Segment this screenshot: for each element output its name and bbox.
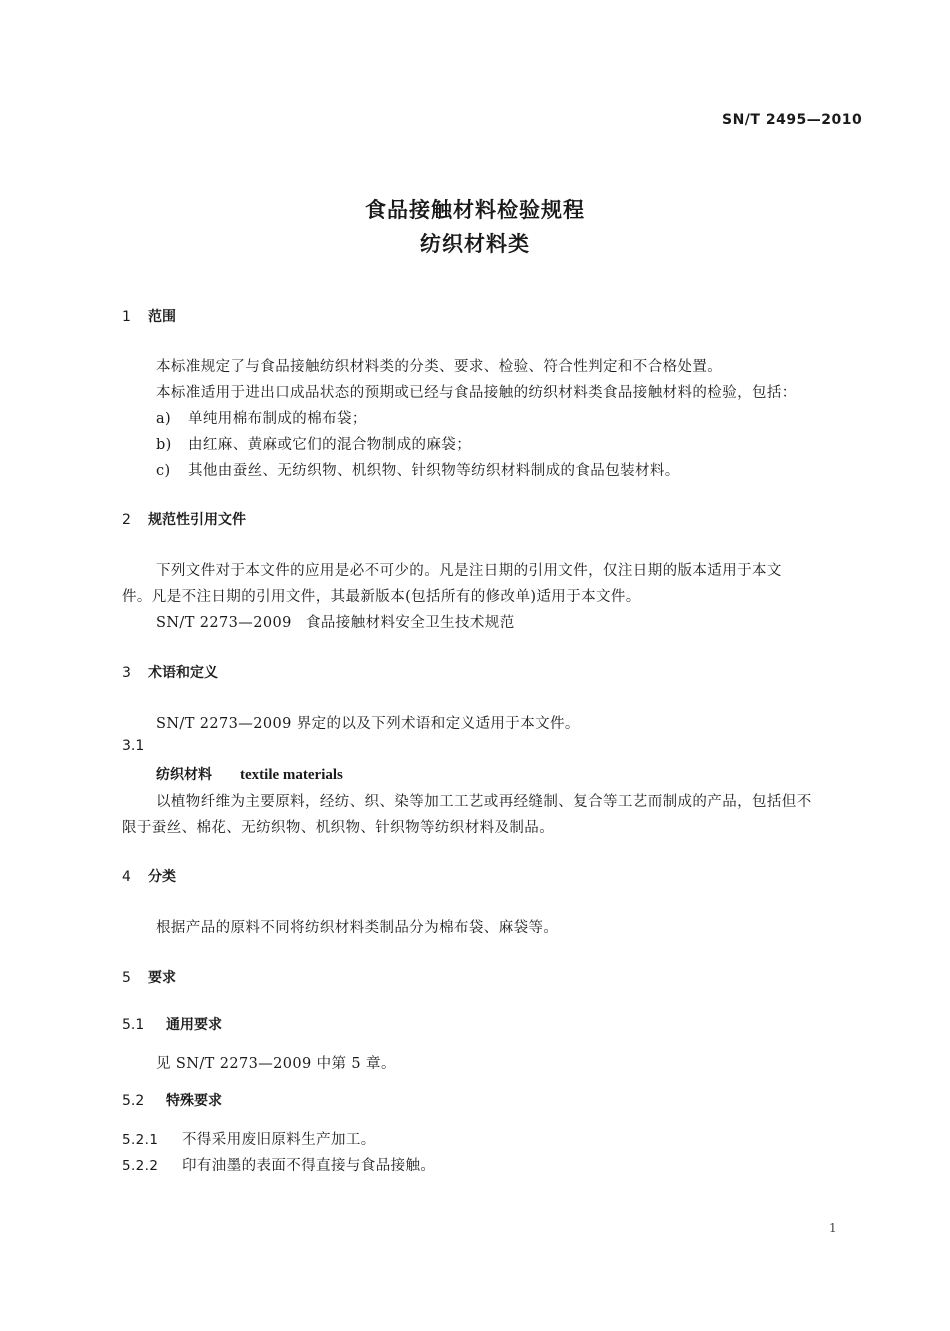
section-4-heading xyxy=(122,866,176,886)
list-item xyxy=(156,459,680,480)
reference-code: SN/T 2273—2009 xyxy=(156,615,292,631)
subsection-5-1-heading xyxy=(122,1014,222,1034)
section-number: 4 xyxy=(122,869,131,885)
section-1-paragraph-1: 本标准规定了与食品接触纺织材料类的分类、要求、检验、符合性判定和不合格处置。 xyxy=(156,359,723,375)
clause-5-2-2 xyxy=(122,1154,435,1175)
document-subtitle: 纺织材料类 xyxy=(420,232,530,256)
section-title: 要求 xyxy=(148,970,176,986)
section-number: 2 xyxy=(122,512,131,528)
term-definition-line-2: 限于蚕丝、棉花、无纺织物、机织物、针织物等纺织材料及制品。 xyxy=(122,820,555,836)
section-3-heading xyxy=(122,662,218,682)
term-definition-line-1: 以植物纤维为主要原料，经纺、织、染等加工工艺或再经缝制、复合等工艺而制成的产品，包括但不 xyxy=(156,794,812,810)
subsection-number: 5.1 xyxy=(122,1017,145,1033)
section-number: 3 xyxy=(122,665,131,681)
section-3-paragraph: SN/T 2273—2009 界定的以及下列术语和定义适用于本文件。 xyxy=(156,716,580,732)
section-2-paragraph-line-1: 下列文件对于本文件的应用是必不可少的。凡是注日期的引用文件，仅注日期的版本适用于本文 xyxy=(156,563,782,579)
clause-text: 不得采用废旧原料生产加工。 xyxy=(182,1132,376,1148)
subsection-5-1-text: 见 SN/T 2273—2009 中第 5 章。 xyxy=(156,1056,396,1072)
term-entry xyxy=(156,764,343,784)
list-item xyxy=(156,433,471,454)
subsection-number: 5.2 xyxy=(122,1093,145,1109)
section-title: 分类 xyxy=(148,869,176,885)
subsection-title: 特殊要求 xyxy=(166,1093,222,1109)
term-english: textile materials xyxy=(240,767,343,783)
clause-5-2-1 xyxy=(122,1128,376,1149)
section-1-heading xyxy=(122,306,176,326)
list-text: 其他由蚕丝、无纺织物、机织物、针织物等纺织材料制成的食品包装材料。 xyxy=(188,463,680,479)
section-number: 1 xyxy=(122,309,131,325)
clause-number: 5.2.2 xyxy=(122,1158,159,1174)
term-chinese: 纺织材料 xyxy=(156,767,212,783)
subsection-5-2-heading xyxy=(122,1090,222,1110)
list-marker: c) xyxy=(156,463,171,479)
normative-reference xyxy=(156,611,515,632)
reference-title: 食品接触材料安全卫生技术规范 xyxy=(306,615,515,631)
document-title: 食品接触材料检验规程 xyxy=(365,198,585,222)
section-number: 5 xyxy=(122,970,131,986)
section-title: 规范性引用文件 xyxy=(148,512,246,528)
list-marker: b) xyxy=(156,437,172,453)
section-5-heading xyxy=(122,967,176,987)
subsection-3-1-number xyxy=(122,738,144,754)
list-marker: a) xyxy=(156,411,172,427)
subsection-number: 3.1 xyxy=(122,738,145,754)
page-number: 1 xyxy=(829,1221,837,1235)
clause-number: 5.2.1 xyxy=(122,1132,159,1148)
section-2-heading xyxy=(122,509,246,529)
list-item xyxy=(156,407,367,428)
document-code: SN/T 2495—2010 xyxy=(722,112,863,128)
section-2-paragraph-line-2: 件。凡是不注日期的引用文件，其最新版本(包括所有的修改单)适用于本文件。 xyxy=(122,589,641,605)
section-4-paragraph: 根据产品的原料不同将纺织材料类制品分为棉布袋、麻袋等。 xyxy=(156,920,559,936)
list-text: 单纯用棉布制成的棉布袋； xyxy=(188,411,367,427)
section-1-paragraph-2: 本标准适用于进出口成品状态的预期或已经与食品接触的纺织材料类食品接触材料的检验，包括： xyxy=(156,385,797,401)
section-title: 范围 xyxy=(148,309,176,325)
clause-text: 印有油墨的表面不得直接与食品接触。 xyxy=(182,1158,436,1174)
section-title: 术语和定义 xyxy=(148,665,218,681)
list-text: 由红麻、黄麻或它们的混合物制成的麻袋； xyxy=(188,437,472,453)
subsection-title: 通用要求 xyxy=(166,1017,222,1033)
